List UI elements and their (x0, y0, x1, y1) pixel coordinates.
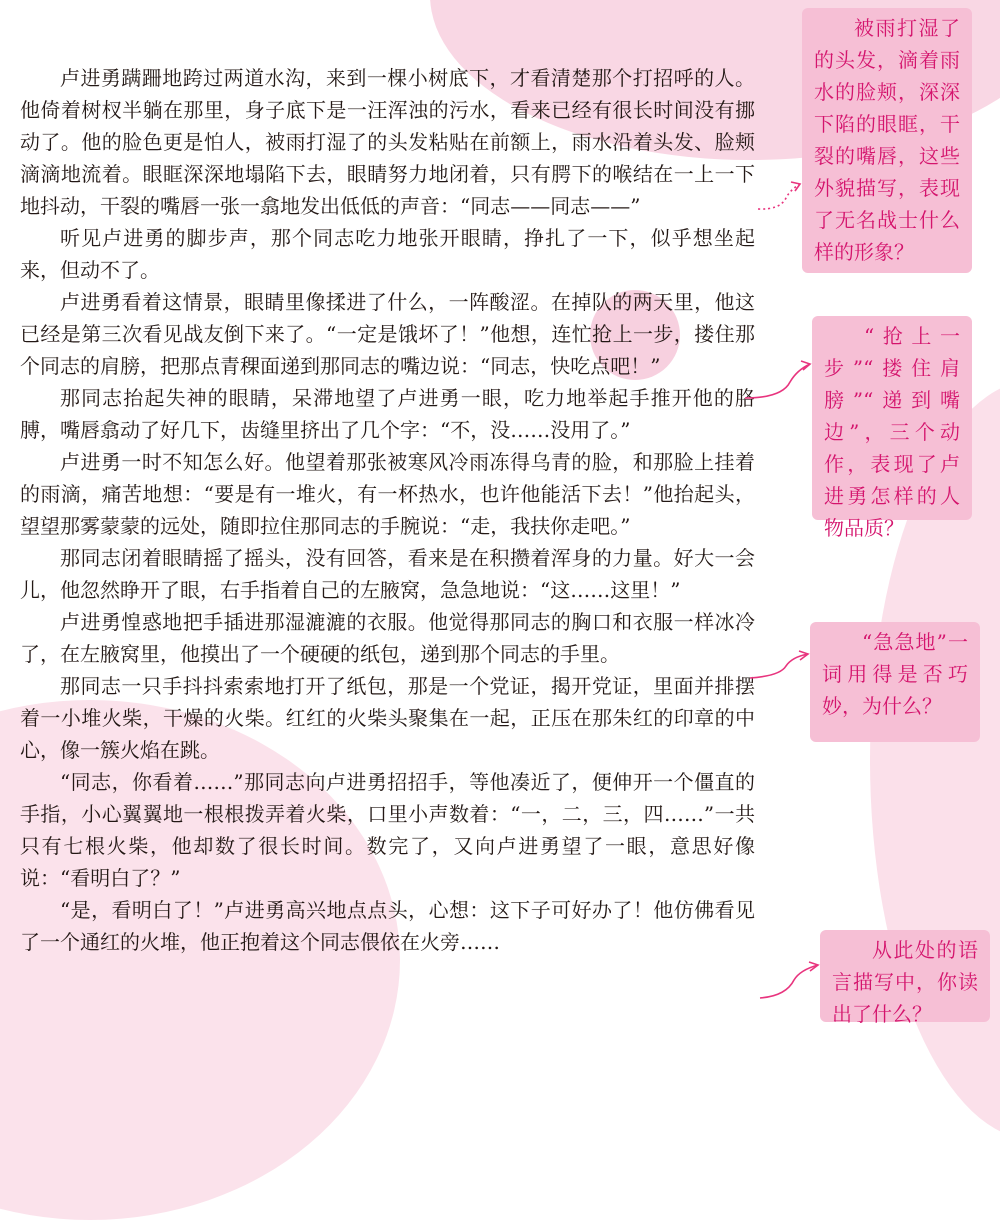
annotation-note-actions (812, 316, 972, 540)
annotation-note-appearance (802, 8, 972, 273)
paragraph-10: “是，看明白了！”卢进勇高兴地点点头，心想：这下子可好办了！他仿佛看见了一个通红的火堆，他正抱着这个同志偎依在火旁…… (20, 898, 755, 954)
paragraph-5: 卢进勇一时不知怎么好。他望着那张被寒风冷雨冻得乌青的脸，和那脸上挂着的雨滴，痛苦地想：“要是有一堆火，有一杯热水，也许他能活下去！”他抬起头，望望那雾蒙蒙的远处，随即拉住那同志的手腕说：“走，我扶你走吧。” (20, 450, 755, 538)
annotation-text-1: 被雨打湿了的头发，滴着雨水的脸颊，深深下陷的眼眶，干裂的嘴唇，这些外貌描写，表现了无名战士什么样的形象？ (814, 16, 960, 264)
connector-arrow-4 (809, 962, 818, 971)
annotation-text-2: “抢上一步”“搂住肩膀”“递到嘴边”，三个动作，表现了卢进勇怎样的人物品质？ (824, 324, 960, 540)
connector-arrow-3 (799, 651, 808, 660)
annotation-text-3: “急急地”一词用得是否巧妙，为什么？ (822, 630, 968, 718)
paragraph-2: 听见卢进勇的脚步声，那个同志吃力地张开眼睛，挣扎了一下，似乎想坐起来，但动不了。 (20, 226, 755, 282)
connector-arrow-1 (791, 182, 800, 191)
connector-line-3 (750, 654, 808, 678)
paragraph-7: 卢进勇惶惑地把手插进那湿漉漉的衣服。他觉得那同志的胸口和衣服一样冰冷了，在左腋窝里，他摸出了一个硬硬的纸包，递到那个同志的手里。 (20, 610, 755, 666)
connector-line-4 (760, 965, 818, 998)
annotation-note-wording (810, 622, 980, 742)
paragraph-9: “同志，你看着……”那同志向卢进勇招招手，等他凑近了，便伸开一个僵直的手指，小心翼翼地一根根拨弄着火柴，口里小声数着：“一，二，三，四……”一共只有七根火柴，他却数了很长时间。数完了，又向卢进勇望了一眼，意思好像说：“看明白了？” (20, 770, 755, 890)
connector-arrow-2 (801, 361, 810, 370)
paragraph-1: 卢进勇蹒跚地跨过两道水沟，来到一棵小树底下，才看清楚那个打招呼的人。他倚着树杈半躺在那里，身子底下是一汪浑浊的污水，看来已经有很长时间没有挪动了。他的脸色更是怕人，被雨打湿了的头发粘贴在前额上，雨水沿着头发、脸颊滴滴地流着。眼眶深深地塌陷下去，眼睛努力地闭着，只有腭下的喉结在一上一下地抖动，干裂的嘴唇一张一翕地发出低低的声音：“同志——同志——” (20, 66, 755, 218)
annotation-text-4: 从此处的语言描写中，你读出了什么？ (832, 938, 978, 1026)
paragraph-8: 那同志一只手抖抖索索地打开了纸包，那是一个党证，揭开党证，里面并排摆着一小堆火柴，干燥的火柴。红红的火柴头聚集在一起，正压在那朱红的印章的中心，像一簇火焰在跳。 (20, 674, 755, 762)
paragraph-6: 那同志闭着眼睛摇了摇头，没有回答，看来是在积攒着浑身的力量。好大一会儿，他忽然睁开了眼，右手指着自己的左腋窝，急急地说：“这……这里！” (20, 546, 755, 602)
annotation-note-dialogue (820, 930, 990, 1026)
paragraph-3: 卢进勇看着这情景，眼睛里像揉进了什么，一阵酸涩。在掉队的两天里，他这已经是第三次看见战友倒下来了。“一定是饿坏了！”他想，连忙抢上一步，搂住那个同志的肩膀，把那点青稞面递到那同志的嘴边说：“同志，快吃点吧！” (20, 290, 755, 378)
paragraph-4: 那同志抬起失神的眼睛，呆滞地望了卢进勇一眼，吃力地举起手推开他的胳膊，嘴唇翕动了好几下，齿缝里挤出了几个字：“不，没……没用了。” (20, 386, 755, 442)
connector-line-1 (758, 184, 800, 209)
story-text (20, 62, 755, 958)
